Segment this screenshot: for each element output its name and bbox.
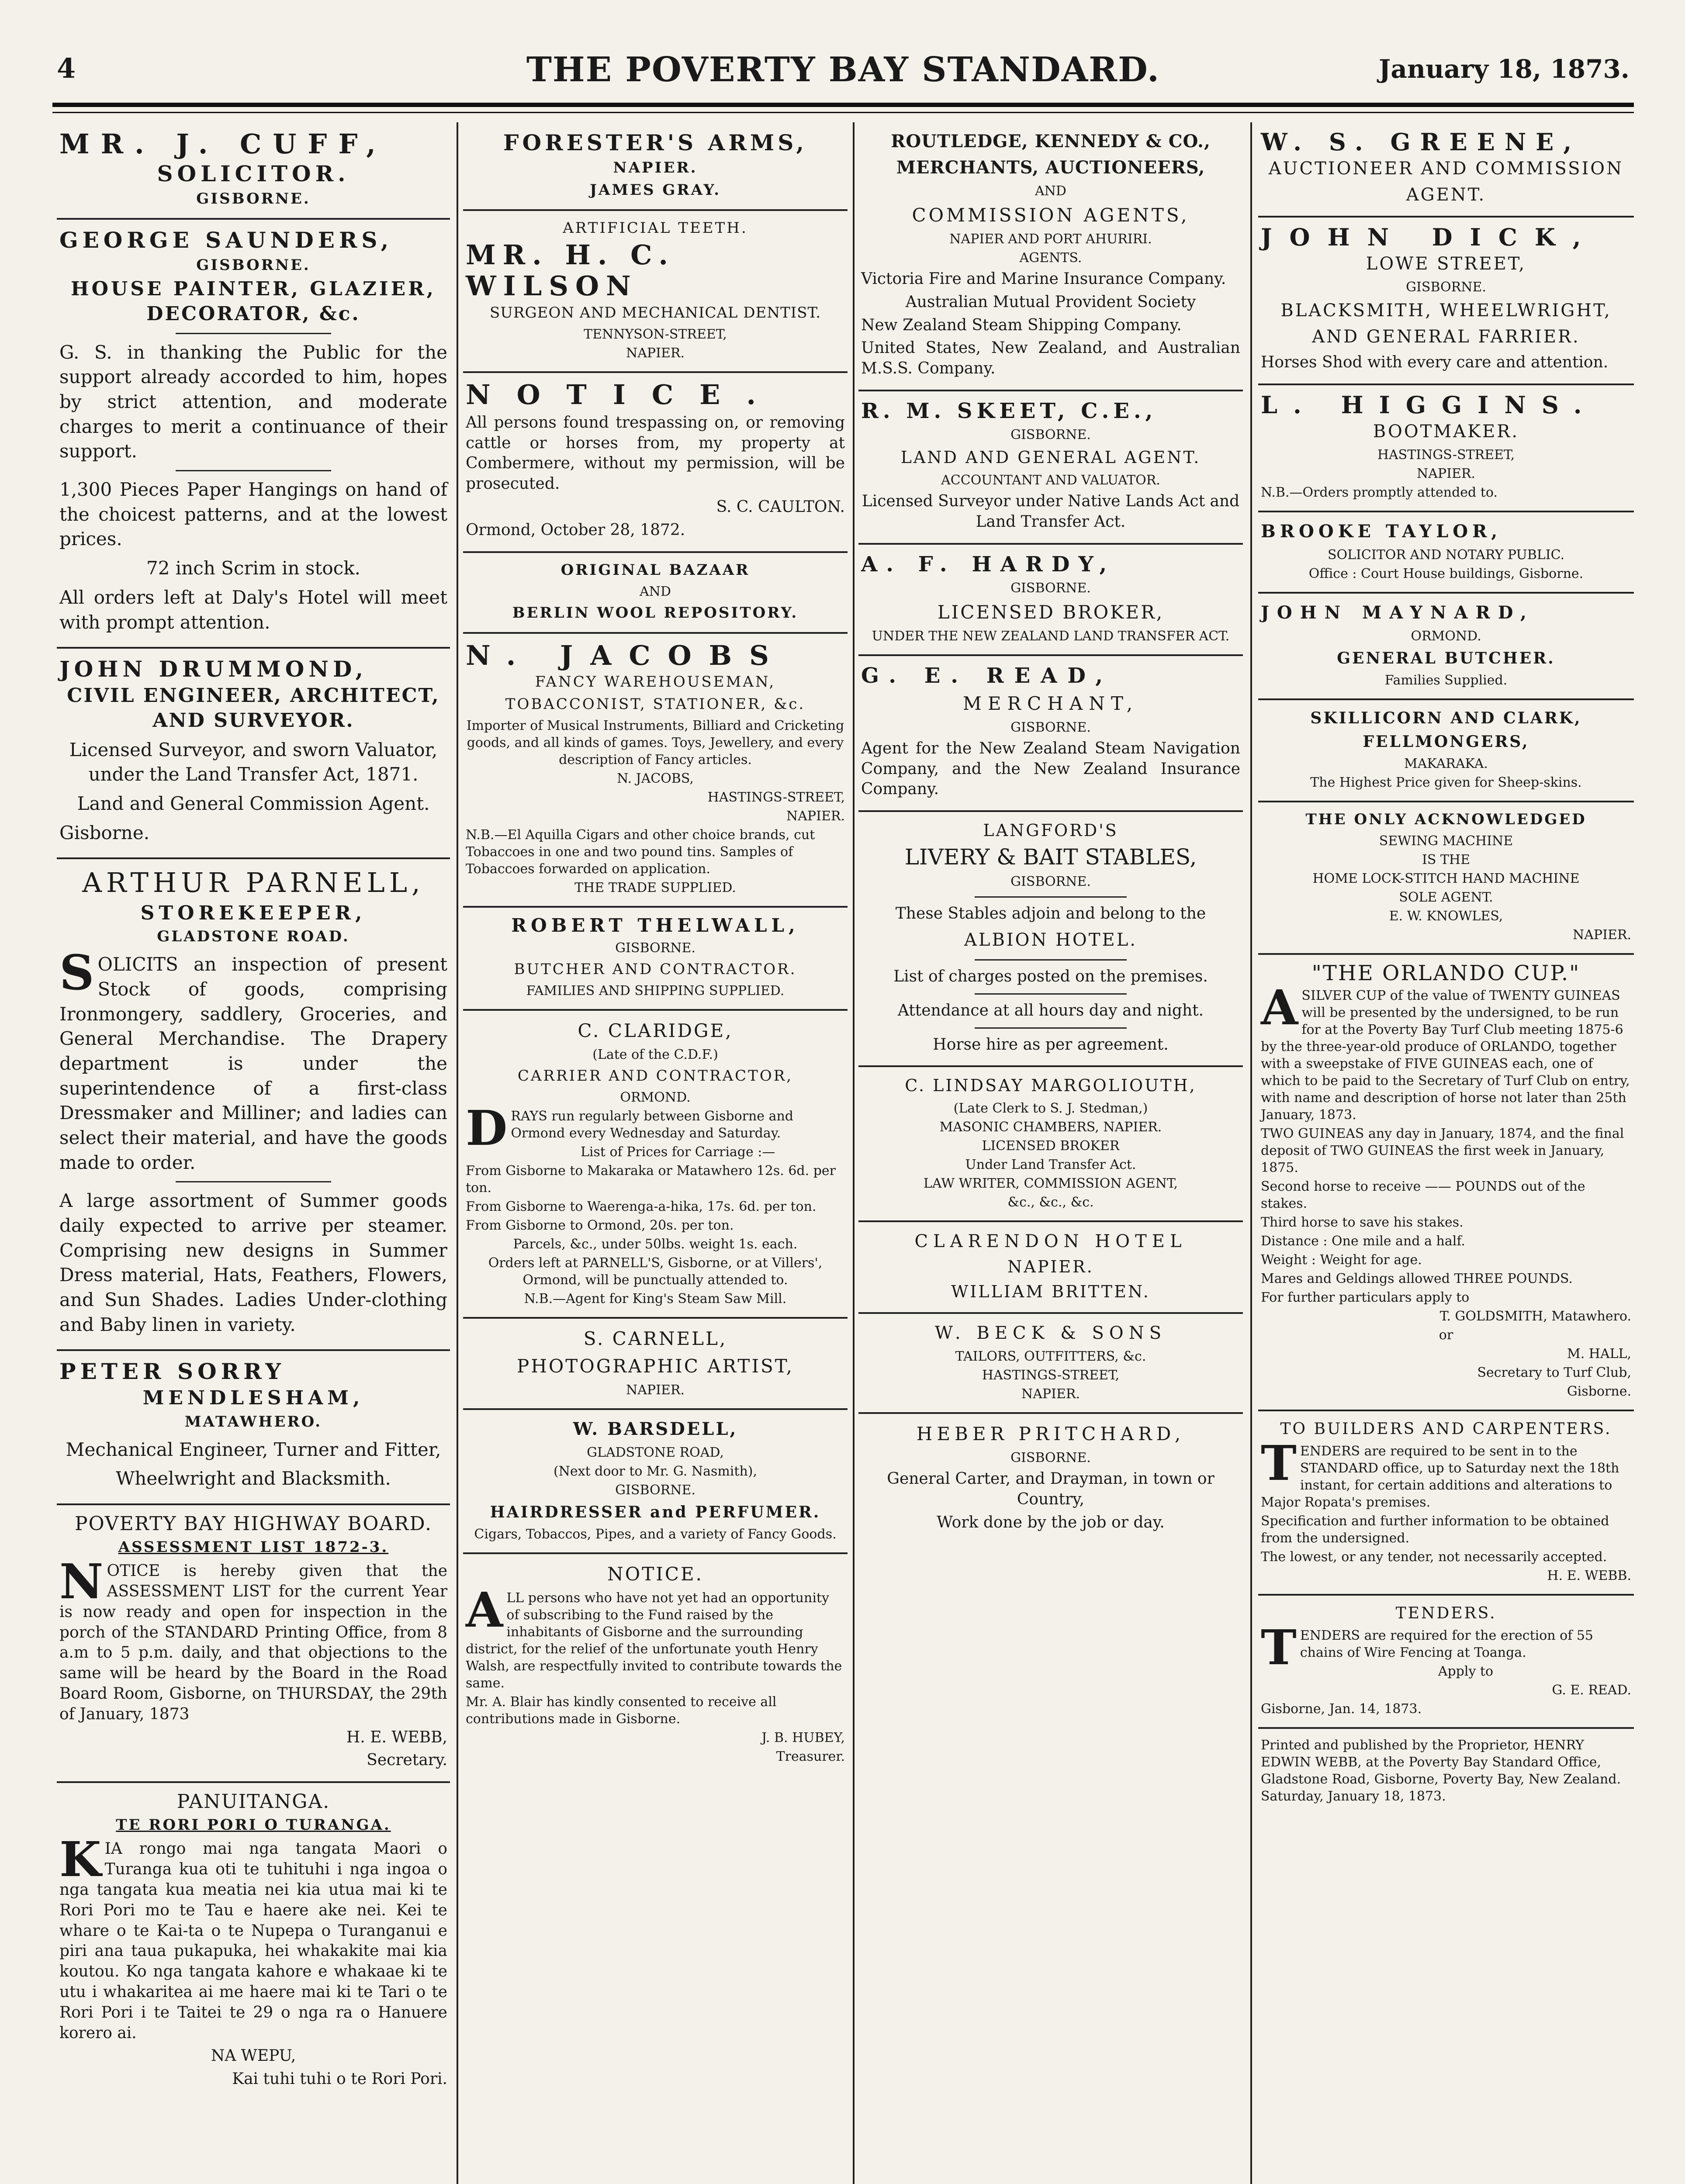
ad-address: MASONIC CHAMBERS, NAPIER.	[939, 1120, 1162, 1135]
ad-role: Kai tuhi tuhi o te Rori Pori.	[232, 2070, 447, 2088]
ad-clarendon	[858, 1222, 1243, 1314]
ad-street: HASTINGS-STREET,	[982, 1368, 1120, 1383]
ad-trade: SOLICITOR.	[157, 161, 350, 187]
ad-street: LOWE STREET,	[1366, 254, 1526, 274]
ad-trade: MERCHANT,	[962, 692, 1139, 714]
ad-title-2: SEWING MACHINE	[1379, 833, 1513, 849]
ad-place: MAKARAKA.	[1404, 756, 1488, 772]
ad-note: Families Supplied.	[1384, 673, 1508, 688]
ad-text: N.B.—El Aquilla Cigars and other choice brands, cut Tobaccoes in one and two pound tins. Samples of Tobaccoes forwarded on application.	[466, 827, 815, 877]
column-1	[57, 122, 450, 2184]
ad-agents: AGENTS.	[1019, 250, 1082, 266]
ad-dick	[1258, 218, 1634, 385]
ad-trade: MERCHANTS, AUCTIONEERS,	[896, 157, 1205, 178]
ad-text: ASILVER CUP of the value of TWENTY GUINEAS will be presented by the undersigned, to be run for at the Poverty Bay Turf Club meeting 1875-6 by the three-year-old produce of ORLANDO, together with a sweepstake of FIVE GUINEAS each, one of which to be paid to the Secretary of Turf Club on entry, with name and description of horse not later than 25th January, 1873.	[1261, 979, 1630, 1123]
column-divider	[457, 122, 458, 2184]
ad-apply: Apply to	[1438, 1664, 1494, 1679]
ad-text: The lowest, or any tender, not necessarily accepted.	[1261, 1549, 1607, 1565]
ad-text: Distance : One mile and a half.	[1261, 1234, 1465, 1249]
ad-name: L. HIGGINS.	[1261, 390, 1598, 419]
ad-margoliouth	[858, 1067, 1243, 1222]
ad-trade: LAND AND GENERAL AGENT.	[900, 448, 1201, 467]
ad-trade: HOUSE PAINTER, GLAZIER,	[71, 278, 436, 301]
divider	[176, 1181, 331, 1182]
page-number: 4	[57, 52, 76, 84]
ad-or: or	[1439, 1327, 1453, 1343]
ad-role: Secretary.	[367, 1751, 447, 1769]
column-2	[463, 122, 848, 2184]
ad-drummond	[57, 649, 450, 859]
price-row: From Gisborne to Makaraka or Matawhero 12s. 6d. per ton.	[466, 1163, 836, 1196]
ad-trade: STOREKEEPER,	[140, 902, 367, 924]
ad-text: Work done by the job or day.	[937, 1513, 1165, 1531]
ad-note: N.B.—Orders promptly attended to.	[1261, 485, 1498, 501]
ad-text: Specification and further information to be obtained from the undersigned.	[1261, 1514, 1609, 1546]
ad-text: Wheelwright and Blacksmith.	[116, 1468, 391, 1489]
ad-place: MENDLESHAM,	[142, 1387, 364, 1410]
ad-text: Third horse to save his stakes.	[1261, 1215, 1464, 1230]
ad-trade: GENERAL BUTCHER.	[1337, 649, 1555, 668]
agency: New Zealand Steam Shipping Company.	[861, 316, 1182, 334]
ad-trade-2: DECORATOR, &c.	[146, 303, 360, 325]
ad-street: HASTINGS-STREET,	[1377, 447, 1515, 463]
ad-higgins	[1258, 385, 1634, 512]
ad-place: NAPIER.	[1021, 1386, 1080, 1402]
ad-name: CLARENDON HOTEL	[914, 1231, 1187, 1252]
ad-text: Cigars, Tobaccos, Pipes, and a variety of Fancy Goods.	[474, 1526, 837, 1542]
price-row: From Gisborne to Ormond, 20s. per ton.	[466, 1217, 734, 1233]
agency: Australian Mutual Provident Society	[905, 293, 1196, 311]
price-row: From Gisborne to Waerenga-a-hika, 17s. 6d. per ton.	[466, 1199, 817, 1214]
ad-text: Importer of Musical Instruments, Billiard and Cricketing goods, and all kinds of games. Toys, Jewellery, and every description of Fancy articles.	[466, 718, 844, 767]
header-rule	[52, 103, 1634, 107]
divider	[176, 333, 331, 334]
ad-title-2: BERLIN WOOL REPOSITORY.	[512, 604, 799, 622]
ad-date: Ormond, October 28, 1872.	[466, 521, 685, 539]
ad-trade-2: COMMISSION AGENTS,	[912, 204, 1190, 226]
ad-signature: NA WEPU,	[211, 2047, 296, 2065]
ad-text: 1,300 Pieces Paper Hangings on hand of the choicest patterns, and at the lowest prices.	[59, 479, 447, 550]
masthead	[57, 52, 1630, 100]
ad-place: GISBORNE.	[615, 940, 695, 956]
ad-name: JOHN DRUMMOND,	[59, 656, 368, 682]
ad-place: GISBORNE.	[615, 1482, 695, 1498]
ad-name: E. W. KNOWLES,	[1389, 909, 1503, 924]
ad-tenders	[1258, 1596, 1634, 1729]
ad-notice-caulton	[463, 373, 848, 553]
ad-name: N. JACOBS	[466, 639, 786, 671]
divider	[975, 1027, 1126, 1029]
ad-trade: SOLICITOR AND NOTARY PUBLIC.	[1327, 547, 1565, 563]
ad-trade: TAILORS, OUTFITTERS, &c.	[955, 1349, 1146, 1365]
ad-builders	[1258, 1411, 1634, 1596]
imprint	[1258, 1729, 1634, 1814]
column-4	[1258, 122, 1634, 2184]
ad-etc: &c., &c., &c.	[1007, 1195, 1094, 1210]
ad-name: MR. H. C. WILSON	[466, 239, 675, 302]
ad-trade: General Carter, and Drayman, in town or Country,	[887, 1470, 1214, 1509]
ad-subtitle: TE RORI PORI O TURANGA.	[116, 1816, 391, 1834]
ad-act: Under Land Transfer Act.	[965, 1157, 1136, 1173]
ad-trade: CARRIER AND CONTRACTOR,	[517, 1067, 793, 1085]
ad-taylor	[1258, 512, 1634, 594]
column-divider	[853, 122, 855, 2184]
ad-and: AND	[1035, 183, 1066, 199]
ad-name: SKILLICORN AND CLARK,	[1310, 709, 1582, 728]
column-divider	[1250, 122, 1252, 2184]
ad-role: Treasurer.	[776, 1749, 845, 1764]
ad-trade: CIVIL ENGINEER, ARCHITECT, AND SURVEYOR.	[67, 684, 440, 732]
ad-barsdell	[463, 1410, 848, 1554]
ad-title-3: HOME LOCK-STITCH HAND MACHINE	[1312, 871, 1580, 887]
ad-place: GISBORNE.	[1010, 1450, 1091, 1466]
ad-carnell	[463, 1319, 848, 1410]
ad-address: GLADSTONE ROAD.	[157, 928, 350, 946]
ad-trade: BUTCHER AND CONTRACTOR.	[514, 960, 797, 978]
ad-name: HEBER PRITCHARD,	[916, 1423, 1185, 1445]
ad-pritchard	[858, 1414, 1243, 1543]
ad-title: TENDERS.	[1395, 1604, 1497, 1623]
divider	[975, 896, 1126, 898]
ad-name: ROUTLEDGE, KENNEDY & CO.,	[891, 131, 1211, 152]
ad-text: Licensed Surveyor under Native Lands Act and Land Transfer Act.	[862, 492, 1240, 531]
ad-signature: M. HALL,	[1567, 1346, 1631, 1362]
ad-place: NAPIER AND PORT AHURIRI.	[949, 232, 1152, 247]
ad-text: These Stables adjoin and belong to the	[895, 905, 1206, 923]
ad-signature: J. B. HUBEY,	[761, 1730, 845, 1745]
ad-street: GLADSTONE ROAD,	[587, 1444, 724, 1460]
ad-text: Attendance at all hours day and night.	[897, 1001, 1204, 1019]
ad-place: GISBORNE.	[1010, 581, 1091, 596]
ad-text: All orders left at Daly's Hotel will meet with prompt attention.	[59, 586, 447, 633]
ad-maynard	[1258, 594, 1634, 700]
ad-notice-walsh	[463, 1554, 848, 1775]
divider	[975, 959, 1126, 961]
imprint-text: Printed and published by the Proprietor, HENRY EDWIN WEBB, at the Poverty Bay Standard Office, Gladstone Road, Gisborne, Poverty Bay, New Zealand. Saturday, January 18, 1873.	[1261, 1738, 1621, 1804]
ad-claridge	[463, 1011, 848, 1319]
ad-late: (Late of the C.D.F.)	[592, 1047, 718, 1062]
ad-title: NOTICE.	[466, 378, 782, 411]
ad-text: Second horse to receive —— POUNDS out of the stakes.	[1261, 1179, 1585, 1212]
ad-text: Mares and Geldings allowed THREE POUNDS.	[1261, 1271, 1573, 1287]
agency: United States, New Zealand, and Australian M.S.S. Company.	[861, 339, 1240, 378]
ad-date: Gisborne, Jan. 14, 1873.	[1261, 1701, 1422, 1717]
ad-agent: SOLE AGENT.	[1399, 890, 1493, 905]
ad-place: NAPIER.	[613, 159, 698, 176]
ad-name: GEORGE SAUNDERS,	[59, 227, 393, 253]
ad-title: TO BUILDERS AND CARPENTERS.	[1280, 1420, 1612, 1438]
ad-text: Agent for the New Zealand Steam Navigation Company, and the New Zealand Insurance Company.	[861, 739, 1240, 798]
ad-place-2: MATAWHERO.	[184, 1413, 322, 1431]
ad-text: Mr. A. Blair has kindly consented to receive all contributions made in Gisborne.	[466, 1694, 777, 1727]
ad-place: ORMOND.	[620, 1089, 691, 1105]
ad-heading: ARTIFICIAL TEETH.	[563, 219, 748, 237]
ad-text: All persons found trespassing on, or removing cattle or horses from, my property at Combermere, without my permission, will be prosecuted.	[466, 413, 845, 493]
ad-title: "THE ORLANDO CUP."	[1311, 961, 1581, 986]
issue-date: January 18, 1873.	[1378, 54, 1630, 84]
ad-name: MR. J. CUFF,	[59, 128, 387, 160]
divider	[975, 993, 1126, 995]
ad-name: W. BARSDELL,	[573, 1418, 738, 1439]
ad-text: Mechanical Engineer, Turner and Fitter,	[66, 1438, 441, 1460]
ad-signature: N. JACOBS,	[617, 771, 694, 786]
ad-place: Gisborne.	[59, 822, 150, 843]
ad-place: GISBORNE.	[196, 190, 311, 208]
ad-office: Office : Court House buildings, Gisborne.	[1308, 566, 1584, 582]
ad-place: GISBORNE.	[1010, 719, 1091, 735]
ad-title: LIVERY & BAIT STABLES,	[904, 844, 1197, 870]
ad-title: ORIGINAL BAZAAR	[561, 561, 750, 579]
ad-text: 72 inch Scrim in stock.	[146, 557, 361, 579]
ad-place: NAPIER.	[1417, 466, 1475, 482]
ad-signature: H. E. WEBB.	[1547, 1568, 1631, 1584]
ad-note: THE TRADE SUPPLIED.	[574, 880, 736, 895]
ad-parnell	[57, 859, 450, 1351]
ad-signature: T. GOLDSMITH, Matawhero.	[1439, 1309, 1631, 1324]
ad-note: (Next door to Mr. G. Nasmith),	[553, 1463, 758, 1479]
ad-place: GISBORNE.	[1406, 280, 1486, 295]
ad-signature: S. C. CAULTON.	[716, 498, 845, 516]
ad-trade: SURGEON AND MECHANICAL DENTIST.	[489, 304, 821, 321]
ad-place: NAPIER.	[1573, 927, 1631, 943]
agency: Victoria Fire and Marine Insurance Company.	[861, 270, 1226, 288]
ad-note: FAMILIES AND SHIPPING SUPPLIED.	[526, 983, 785, 999]
ad-name: G. E. READ,	[861, 663, 1114, 688]
ad-trade: LICENSED BROKER	[982, 1138, 1120, 1154]
ad-trade: HAIRDRESSER and PERFUMER.	[490, 1503, 821, 1521]
ad-signature: Secretary to Turf Club,	[1477, 1365, 1631, 1381]
ad-place: NAPIER.	[626, 1382, 685, 1398]
ad-routledge	[858, 122, 1243, 391]
ad-saunders	[57, 220, 450, 649]
ad-text: A large assortment of Summer goods daily expected to arrive per steamer. Comprising new designs in Summer Dress material, Hats, Feathers, Flowers, and Sun Shades. Ladies Under-clothing and Baby linen in variety.	[59, 1190, 447, 1335]
price-row: Parcels, &c., under 50lbs. weight 1s. each.	[513, 1236, 798, 1252]
ad-hardy	[858, 545, 1243, 656]
ad-orlando-cup	[1258, 955, 1634, 1411]
ad-title: THE ONLY ACKNOWLEDGED	[1305, 811, 1587, 829]
ad-name: R. M. SKEET, C.E.,	[861, 398, 1157, 423]
column-3	[858, 122, 1243, 2184]
ad-is: IS THE	[1422, 852, 1470, 868]
ad-title: NOTICE.	[607, 1563, 703, 1585]
ad-text: For further particulars apply to	[1261, 1290, 1470, 1306]
ad-place: NAPIER.	[786, 808, 845, 824]
ad-place: NAPIER.	[626, 345, 685, 361]
ad-text: Orders left at PARNELL'S, Gisborne, or at Villers', Ormond, will be punctually attended to.	[488, 1255, 823, 1288]
ad-name: A. F. HARDY,	[861, 552, 1116, 577]
ad-owner: JAMES GRAY.	[589, 181, 721, 199]
ad-name: BROOKE TAYLOR,	[1261, 521, 1502, 542]
ad-text: G. S. in thanking the Public for the support already accorded to him, hopes by strict attention, and moderate charges to merit a continuance of their support.	[59, 341, 447, 462]
ad-street: TENNYSON-STREET,	[584, 326, 727, 342]
ad-name: JOHN DICK,	[1261, 223, 1599, 252]
ad-street: HASTINGS-STREET,	[707, 789, 845, 805]
ad-text: List of charges posted on the premises.	[893, 967, 1208, 985]
ad-name: C. CLARIDGE,	[578, 1019, 733, 1041]
ad-trade: FELLMONGERS,	[1363, 733, 1529, 751]
ad-title: PANUITANGA.	[176, 1790, 330, 1813]
ad-trade-2: TOBACCONIST, STATIONER, &c.	[505, 695, 806, 713]
ad-thelwall	[463, 908, 848, 1011]
ad-subtitle: ASSESSMENT LIST 1872-3.	[118, 1538, 389, 1556]
ad-skeet	[858, 391, 1243, 545]
ad-trade-2: ACCOUNTANT AND VALUATOR.	[941, 473, 1160, 488]
ad-trade: BOOTMAKER.	[1373, 422, 1519, 442]
ad-langford	[858, 812, 1243, 1067]
ad-signature: H. E. WEBB,	[346, 1728, 447, 1746]
ad-sewing-machine	[1258, 802, 1634, 955]
ad-text: NOTICE is hereby given that the ASSESSMENT LIST for the current Year is now ready and open for inspection in the porch of the STANDARD Printing Office, from 8 a.m to 5 p.m. daily, and that objections to the same will be heard by the Board in the Road Board Room, Gisborne, on THURSDAY, the 29th of January, 1873	[59, 1553, 447, 1723]
ad-greene	[1258, 122, 1634, 218]
ad-text: Horse hire as per agreement.	[933, 1035, 1169, 1054]
ad-jacobs	[463, 634, 848, 908]
ad-text: TENDERS are required to be sent in to the STANDARD office, up to Saturday next the 18th instant, for certain additions and alterations to Major Ropata's premises.	[1261, 1435, 1619, 1510]
ad-read	[858, 656, 1243, 812]
ad-highway-board	[57, 1505, 450, 1783]
ad-note: UNDER THE NEW ZEALAND LAND TRANSFER ACT.	[872, 629, 1230, 644]
ad-text: N.B.—Agent for King's Steam Saw Mill.	[524, 1291, 787, 1306]
ad-text: Horses Shod with every care and attention.	[1261, 353, 1609, 372]
ad-name: W. BECK & SONS	[934, 1323, 1167, 1344]
ad-writer: LAW WRITER, COMMISSION AGENT,	[923, 1176, 1178, 1192]
ad-trade: FANCY WAREHOUSEMAN,	[535, 673, 776, 691]
ad-panuitanga	[57, 1783, 450, 2100]
ad-sorry	[57, 1351, 450, 1505]
ad-hotel: ALBION HOTEL.	[964, 930, 1137, 950]
ad-name: S. CARNELL,	[583, 1327, 727, 1349]
ad-trade: LICENSED BROKER,	[937, 601, 1164, 623]
ad-wilson	[463, 211, 848, 373]
ad-name: C. LINDSAY MARGOLIOUTH,	[905, 1076, 1197, 1095]
ad-trade: AUCTIONEER AND COMMISSION AGENT.	[1268, 159, 1624, 205]
ad-bazaar	[463, 553, 848, 634]
ad-place: GISBORNE.	[1010, 427, 1091, 443]
ad-place: NAPIER.	[1007, 1257, 1094, 1277]
newspaper-title: THE POVERTY BAY STANDARD.	[526, 50, 1160, 90]
ad-name: ROBERT THELWALL,	[511, 914, 799, 936]
ad-place: GISBORNE.	[196, 256, 311, 274]
ad-name: FORESTER'S ARMS,	[503, 130, 807, 156]
ad-late: (Late Clerk to S. J. Stedman,)	[953, 1101, 1148, 1116]
ad-text: TENDERS are required for the erection of 55 chains of Wire Fencing at Toanga.	[1261, 1619, 1594, 1676]
header-rule-thin	[52, 112, 1634, 113]
ad-note: The Highest Price given for Sheep-skins.	[1310, 775, 1582, 791]
ad-signature: G. E. READ.	[1552, 1683, 1631, 1698]
ad-beck	[858, 1314, 1243, 1414]
ad-name: ARTHUR PARNELL,	[82, 867, 425, 899]
ad-text: DRAYS run regularly between Gisborne and Ormond every Wednesday and Saturday.	[466, 1099, 794, 1156]
ad-owner: WILLIAM BRITTEN.	[951, 1282, 1150, 1302]
ad-trade: BLACKSMITH, WHEELWRIGHT, AND GENERAL FARRIER.	[1280, 301, 1612, 347]
ad-text: KIA rongo mai nga tangata Maori o Turanga kua oti te tuhituhi i nga ingoa o nga tangata kua meatia nei kia utua mai ki te Rori Pori mo te Tau e haere ake nei. Kei te whare o te Kai-ta o te Nupepa o Turanganui e piri ana taua pukapuka, hei whakakite mai kia koutou. Ko nga tangata kahore e whakaae ki te utu i whakaritea ai me haere mai ki te Tari o te Rori Pori i te Taitei te 29 o nga ra o Hanuere korero ai.	[59, 1831, 447, 2042]
ad-text: TWO GUINEAS any day in January, 1874, and the final deposit of TWO GUINEAS the first week in January, 1875.	[1261, 1126, 1624, 1176]
ad-text: ALL persons who have not yet had an opportunity of subscribing to the Fund raised by the inhabitants of Gisborne and the surrounding district, for the relief of the unfortunate youth Henry Walsh, are respectfully invited to contribute towards the same.	[466, 1581, 842, 1691]
ad-text: Weight : Weight for age.	[1261, 1252, 1422, 1268]
ad-name: LANGFORD'S	[983, 821, 1118, 840]
divider	[176, 470, 331, 471]
ad-place: GISBORNE.	[1010, 874, 1091, 890]
ad-name: JOHN MAYNARD,	[1261, 602, 1534, 623]
ad-skillicorn	[1258, 700, 1634, 802]
ad-signature: Gisborne.	[1567, 1384, 1631, 1400]
ad-foresters-arms	[463, 122, 848, 211]
ad-text: Land and General Commission Agent.	[77, 792, 430, 814]
ad-text: Licensed Surveyor, and sworn Valuator, under the Land Transfer Act, 1871.	[69, 739, 438, 785]
ad-trade: PHOTOGRAPHIC ARTIST,	[516, 1355, 794, 1377]
ad-place: ORMOND.	[1411, 629, 1481, 644]
ad-name: PETER SORRY	[59, 1358, 285, 1385]
ad-and: AND	[640, 584, 671, 599]
ad-text: SOLICITS an inspection of present Stock of goods, comprising Ironmongery, saddlery, Groceries, and General Merchandise. The Drapery department is under the superintendence of a first-class Dressmaker and Milliner; and ladies can select their material, and have the goods made to order.	[59, 944, 447, 1173]
ad-name: W. S. GREENE,	[1261, 128, 1581, 156]
ad-title: POVERTY BAY HIGHWAY BOARD.	[74, 1513, 432, 1535]
ad-text: List of Prices for Carriage :—	[580, 1144, 775, 1160]
ad-cuff	[57, 122, 450, 220]
